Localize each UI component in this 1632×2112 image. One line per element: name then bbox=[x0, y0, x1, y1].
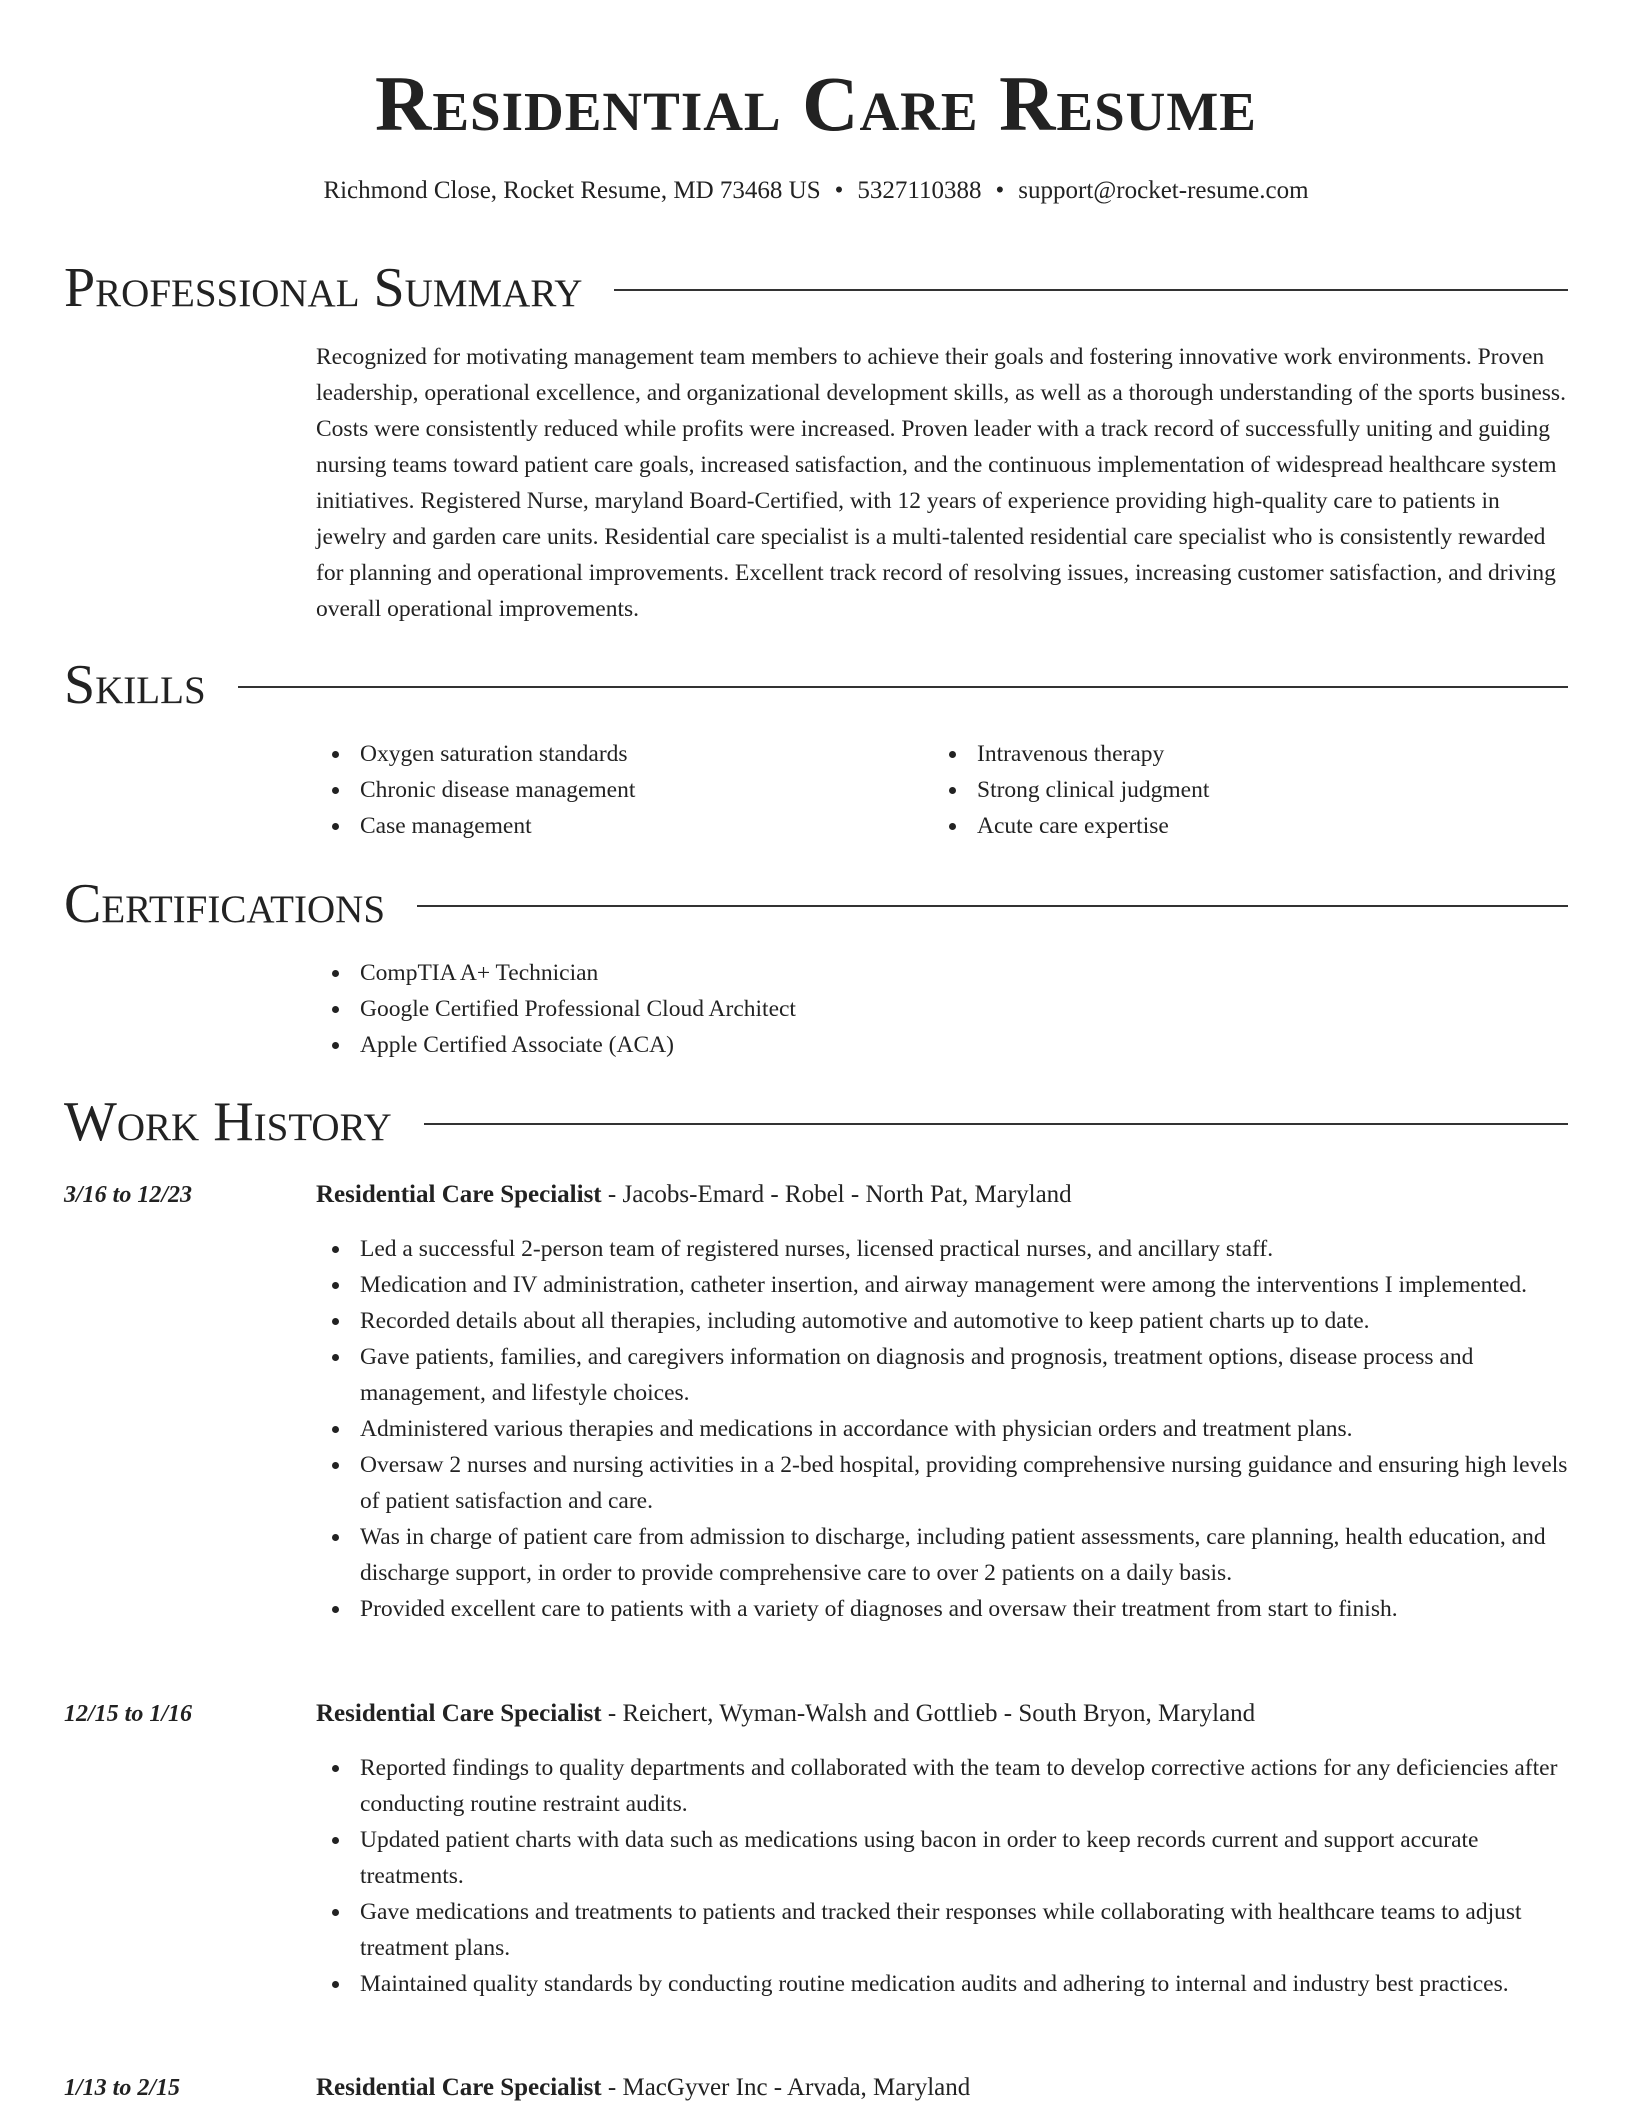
job-role: Residential Care Specialist bbox=[316, 1181, 602, 1208]
section-title: Skills bbox=[64, 654, 206, 716]
job-bullet: Administered various therapies and medications in accordance with physician orders and treatment plans. bbox=[316, 1411, 1568, 1447]
contact-separator: • bbox=[834, 177, 844, 204]
job-bullet: Recorded details about all therapies, including automotive and automotive to keep patient charts up to date. bbox=[316, 1303, 1568, 1339]
job-bullet: Medication and IV administration, catheter insertion, and airway management were among the interventions I implemented. bbox=[316, 1267, 1568, 1303]
summary-text: Recognized for motivating management team members to achieve their goals and fostering innovative work environments. Proven leadership, operational excellence, and organizational development skills, as well as a thorough understanding of the sports business. Costs were consistently reduced while profits were increased. Proven leader with a track record of successfully uniting and guiding nursing teams toward patient care goals, increased satisfaction, and the continuous implementation of widespread healthcare system initiatives. Registered Nurse, maryland Board-Certified, with 12 years of experience providing high-quality care to patients in jewelry and garden care units. Residential care specialist is a multi-talented residential care specialist who is consistently rewarded for planning and operational improvements. Excellent track record of resolving issues, increasing customer satisfaction, and driving overall operational improvements. bbox=[316, 344, 1566, 622]
job-title bbox=[316, 2071, 1572, 2105]
section-heading-skills bbox=[64, 650, 1568, 720]
contact-address: Richmond Close, Rocket Resume, MD 73468 US bbox=[323, 177, 821, 204]
job-employer-location: - Reichert, Wyman-Walsh and Gottlieb - South Bryon, Maryland bbox=[601, 1700, 1256, 1727]
job-bullet: Gave medications and treatments to patients and tracked their responses while collaborating with healthcare teams to adjust treatment plans. bbox=[316, 1894, 1568, 1966]
section-divider bbox=[424, 1123, 1568, 1125]
section-divider bbox=[417, 905, 1568, 907]
job-bullet: Gave patients, families, and caregivers information on diagnosis and prognosis, treatment options, disease process and management, and lifestyle choices. bbox=[316, 1339, 1568, 1411]
skill-item: Intravenous therapy bbox=[933, 736, 1533, 772]
skills-list-right bbox=[933, 736, 1533, 844]
job-bullets bbox=[316, 1750, 1568, 2002]
certification-item: Apple Certified Associate (ACA) bbox=[316, 1027, 1516, 1063]
section-title: Work History bbox=[64, 1091, 392, 1153]
section-heading-summary bbox=[64, 253, 1568, 323]
section-heading-certifications bbox=[64, 869, 1568, 939]
section-title: Professional Summary bbox=[64, 257, 583, 319]
contact-line bbox=[0, 174, 1632, 208]
resume-title: Residential Care Resume bbox=[375, 60, 1257, 147]
skill-item: Chronic disease management bbox=[316, 772, 916, 808]
job-bullet: Reported findings to quality departments and collaborated with the team to develop corrective actions for any deficiencies after conducting routine restraint audits. bbox=[316, 1750, 1568, 1822]
section-heading-work-history bbox=[64, 1087, 1568, 1157]
section-divider bbox=[614, 289, 1568, 291]
skill-item: Oxygen saturation standards bbox=[316, 736, 916, 772]
job-bullet: Provided excellent care to patients with a variety of diagnoses and oversaw their treatment from start to finish. bbox=[316, 1591, 1568, 1627]
job-dates: 12/15 to 1/16 bbox=[64, 1701, 193, 1727]
job-dates: 1/13 to 2/15 bbox=[64, 2075, 181, 2101]
job-bullets bbox=[316, 1231, 1568, 1627]
job-title bbox=[316, 1178, 1572, 1212]
job-role: Residential Care Specialist bbox=[316, 2074, 602, 2101]
skills-list-left bbox=[316, 736, 916, 844]
certification-item: Google Certified Professional Cloud Architect bbox=[316, 991, 1516, 1027]
job-employer-location: - MacGyver Inc - Arvada, Maryland bbox=[601, 2074, 971, 2101]
section-title: Certifications bbox=[64, 873, 386, 935]
section-divider bbox=[238, 686, 1568, 688]
contact-phone: 5327110388 bbox=[857, 177, 982, 204]
job-bullet: Oversaw 2 nurses and nursing activities in a 2-bed hospital, providing comprehensive nursing guidance and ensuring high levels of patient satisfaction and care. bbox=[316, 1447, 1568, 1519]
job-bullet: Led a successful 2-person team of registered nurses, licensed practical nurses, and ancillary staff. bbox=[316, 1231, 1568, 1267]
skill-item: Acute care expertise bbox=[933, 808, 1533, 844]
certification-item: CompTIA A+ Technician bbox=[316, 955, 1516, 991]
contact-separator: • bbox=[995, 177, 1005, 204]
job-employer-location: - Jacobs-Emard - Robel - North Pat, Maryland bbox=[601, 1181, 1072, 1208]
skill-item: Case management bbox=[316, 808, 916, 844]
job-bullet: Updated patient charts with data such as medications using bacon in order to keep records current and support accurate treatments. bbox=[316, 1822, 1568, 1894]
job-bullet: Maintained quality standards by conducting routine medication audits and adhering to internal and industry best practices. bbox=[316, 1966, 1568, 2002]
certifications-list bbox=[316, 955, 1516, 1063]
job-title bbox=[316, 1697, 1572, 1731]
contact-email[interactable]: support@rocket-resume.com bbox=[1018, 177, 1309, 204]
job-dates: 3/16 to 12/23 bbox=[64, 1182, 193, 1208]
skill-item: Strong clinical judgment bbox=[933, 772, 1533, 808]
job-role: Residential Care Specialist bbox=[316, 1700, 602, 1727]
job-bullet: Was in charge of patient care from admission to discharge, including patient assessments, care planning, health education, and discharge support, in order to provide comprehensive care to over 2 patients on a daily basis. bbox=[316, 1519, 1568, 1591]
